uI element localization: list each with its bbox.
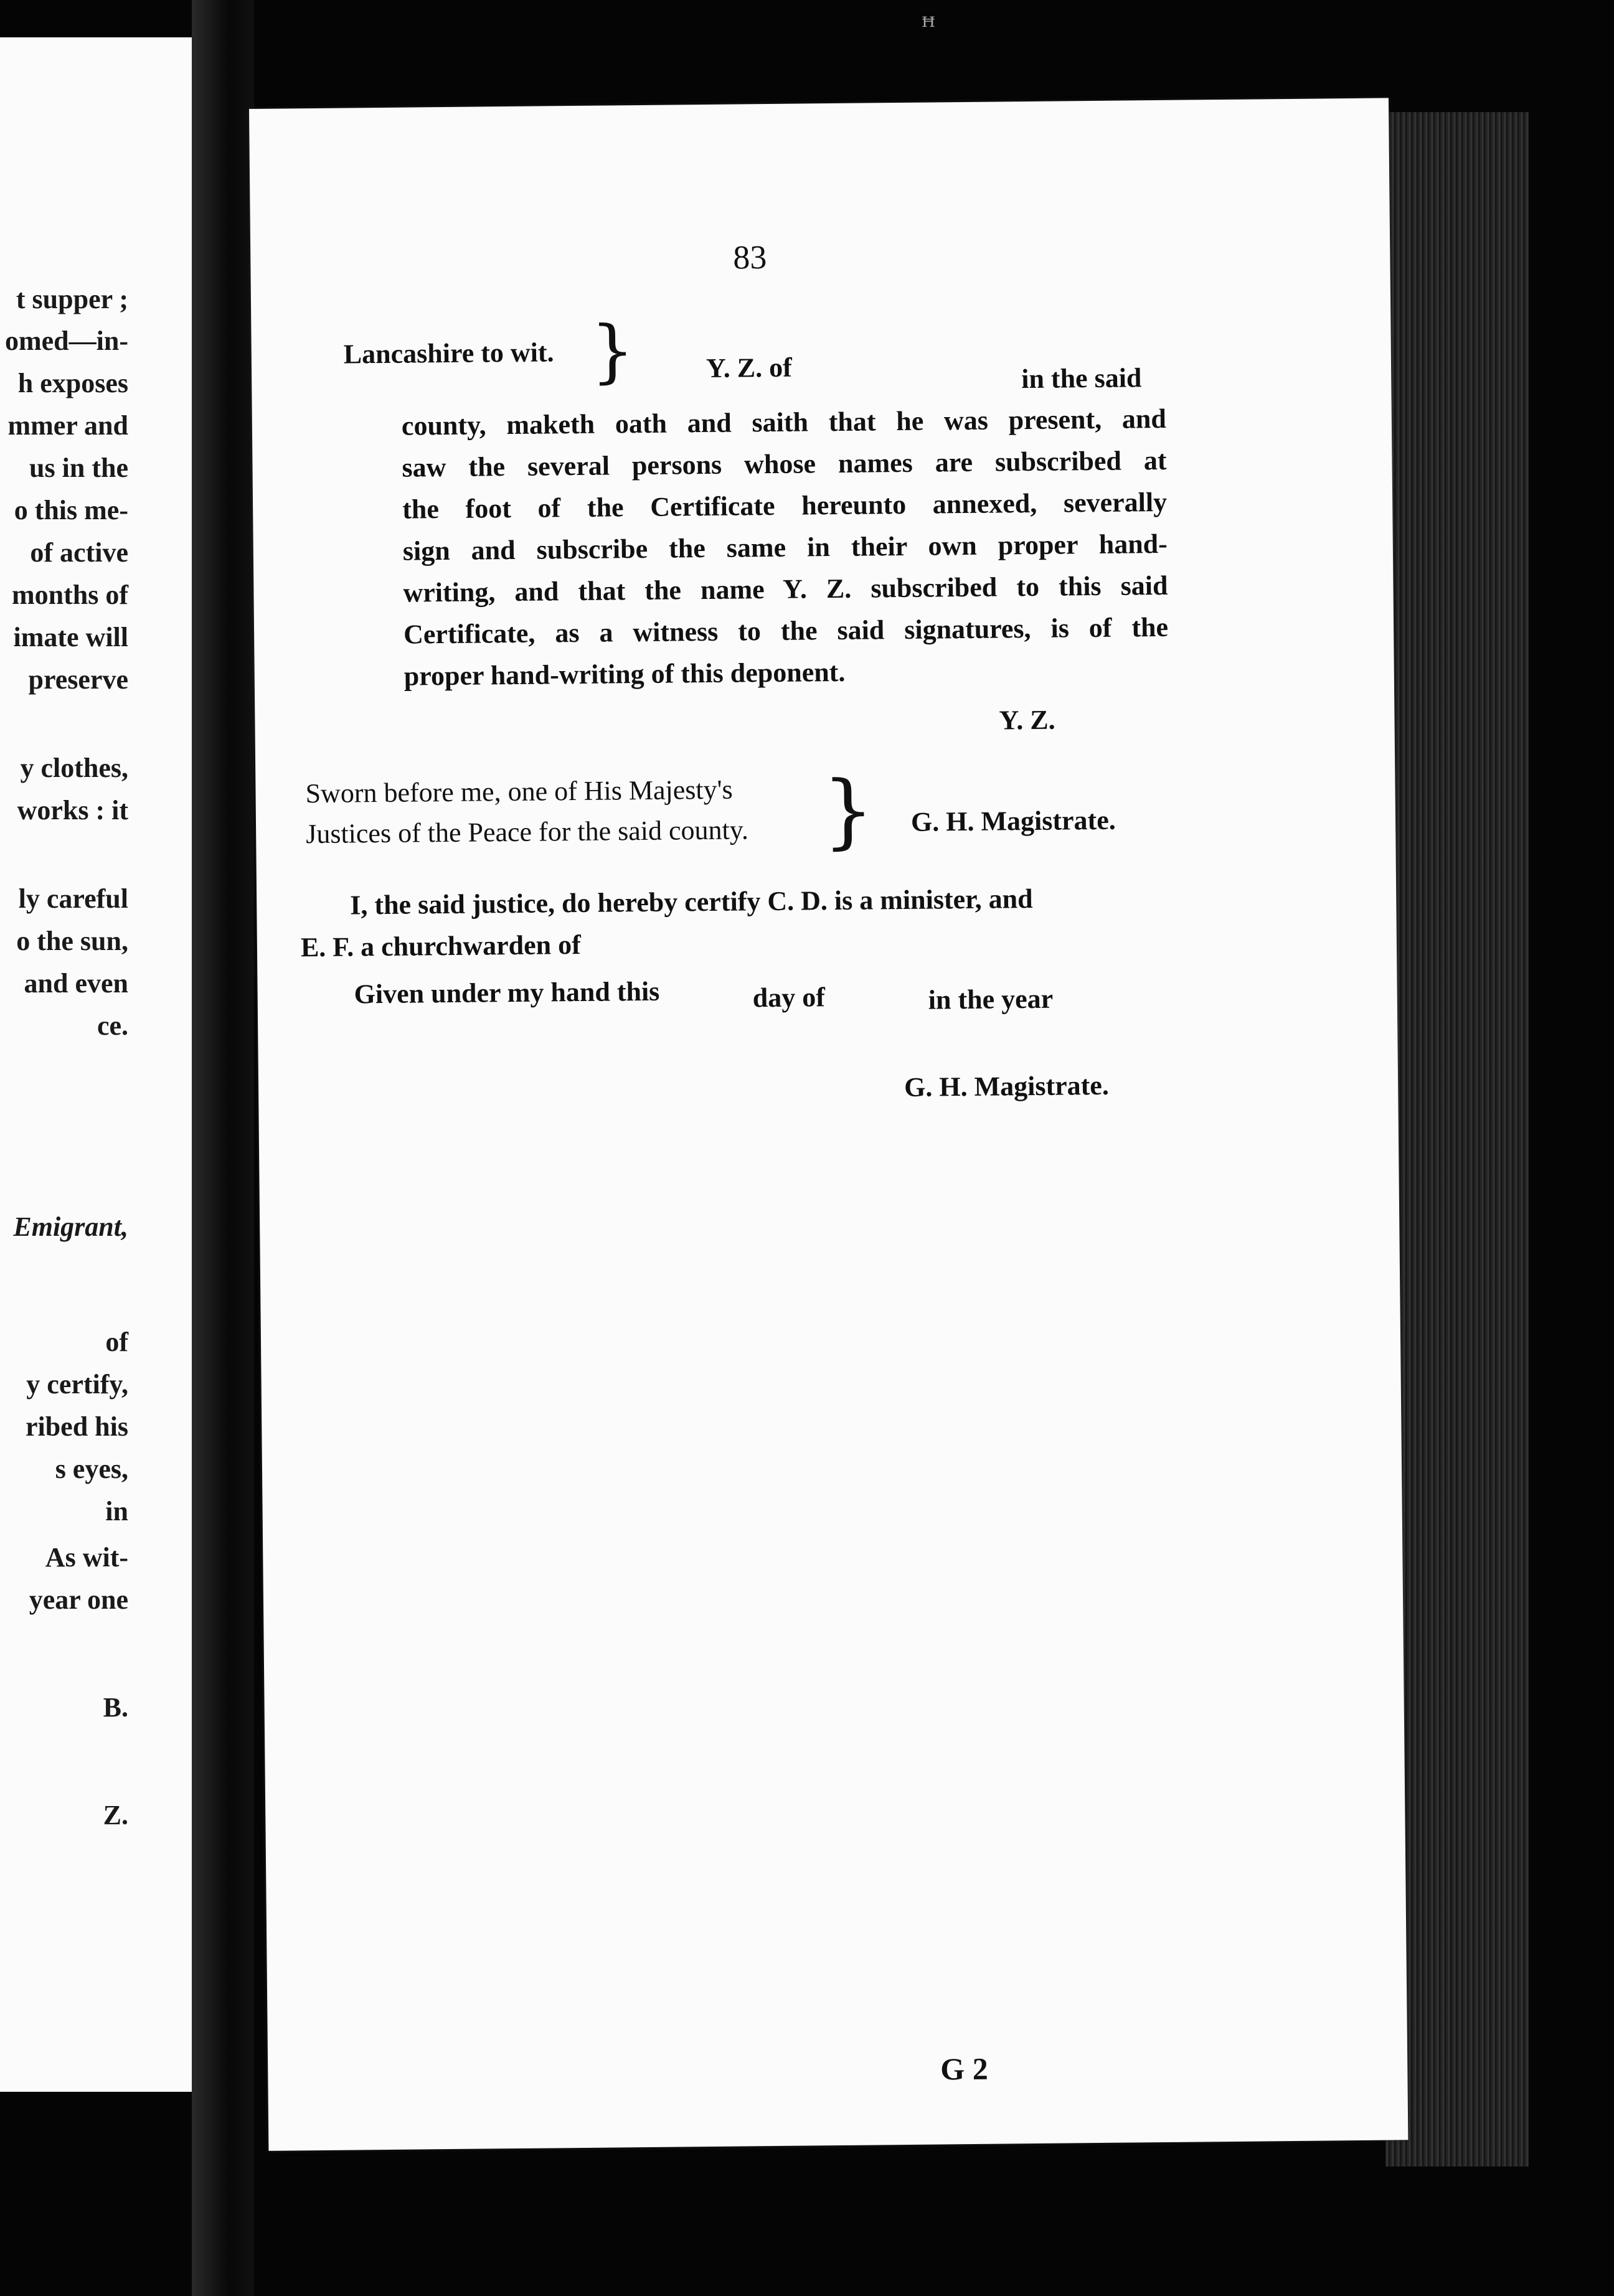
book-gutter xyxy=(192,0,254,2296)
left-page-line: months of xyxy=(11,580,128,610)
affidavit-line: saw the several persons whose names are subscribed at xyxy=(402,445,1167,483)
affiant-intro-end: in the said xyxy=(1021,362,1142,395)
left-page-line: Emigrant, xyxy=(13,1212,128,1242)
given-year-label: in the year xyxy=(928,983,1054,1015)
left-page-line: ribed his xyxy=(25,1411,128,1442)
signature-mark: G 2 xyxy=(940,2051,988,2087)
affiant-intro: Y. Z. of xyxy=(706,352,793,383)
left-page-line: o this me- xyxy=(14,495,128,525)
affiant-signature: Y. Z. xyxy=(999,704,1055,736)
left-page-line: omed—in- xyxy=(5,326,128,356)
left-page-line: B. xyxy=(103,1692,128,1723)
left-page-line: h exposes xyxy=(17,368,128,398)
brace-icon: } xyxy=(590,311,635,391)
page-number: 83 xyxy=(733,238,767,276)
left-page-line: works : it xyxy=(17,795,128,826)
left-page-line: t supper ; xyxy=(16,284,128,314)
left-page-line: mmer and xyxy=(7,410,128,441)
left-page-line: As wit- xyxy=(45,1542,128,1573)
jurat-line: Justices of the Peace for the said county. xyxy=(305,814,749,850)
jurat-line: Sworn before me, one of His Majesty's xyxy=(305,774,733,809)
certification-line: I, the said justice, do hereby certify C. D. is a minister, and xyxy=(350,883,1033,921)
county-heading: Lancashire to wit. xyxy=(343,337,554,370)
certification-line: E. F. a churchwarden of xyxy=(300,929,581,963)
page-edges xyxy=(1385,112,1529,2167)
left-page-line: preserve xyxy=(28,664,128,695)
left-page-line: year one xyxy=(29,1584,128,1615)
left-page-line: imate will xyxy=(13,622,128,652)
left-page-line: o the sun, xyxy=(16,926,128,956)
left-page-line: ly careful xyxy=(18,883,128,914)
given-day-label: day of xyxy=(752,982,826,1014)
left-page-line: of xyxy=(105,1327,128,1357)
left-page-line: y clothes, xyxy=(20,753,128,783)
main-page xyxy=(249,98,1408,2150)
magistrate-signature: G. H. Magistrate. xyxy=(910,804,1116,837)
left-page-line: in xyxy=(105,1496,128,1527)
left-facing-page xyxy=(0,37,192,2092)
left-page-line: Z. xyxy=(103,1800,128,1830)
magistrate-signature: G. H. Magistrate. xyxy=(904,1070,1110,1103)
affidavit-line: county, maketh oath and saith that he was present, and xyxy=(401,403,1167,441)
scan-artifact: ꟸ xyxy=(922,12,935,41)
affidavit-line: Certificate, as a witness to the said signatures, is of the xyxy=(403,611,1169,650)
left-page-line: y certify, xyxy=(26,1369,128,1400)
given-under-label: Given under my hand this xyxy=(354,976,660,1010)
affidavit-line: proper hand-writing of this deponent. xyxy=(404,656,846,692)
brace-icon: } xyxy=(822,763,875,859)
affidavit-line: the foot of the Certificate hereunto annexed, severally xyxy=(402,486,1168,525)
left-page-line: s eyes, xyxy=(55,1454,128,1484)
affidavit-line: sign and subscribe the same in their own proper hand- xyxy=(402,528,1168,567)
left-page-line: ce. xyxy=(97,1010,128,1041)
affidavit-line: writing, and that the name Y. Z. subscribed to this said xyxy=(403,570,1168,608)
left-page-line: of active xyxy=(30,537,128,568)
left-page-line: and even xyxy=(24,968,128,999)
left-page-line: us in the xyxy=(29,453,128,483)
